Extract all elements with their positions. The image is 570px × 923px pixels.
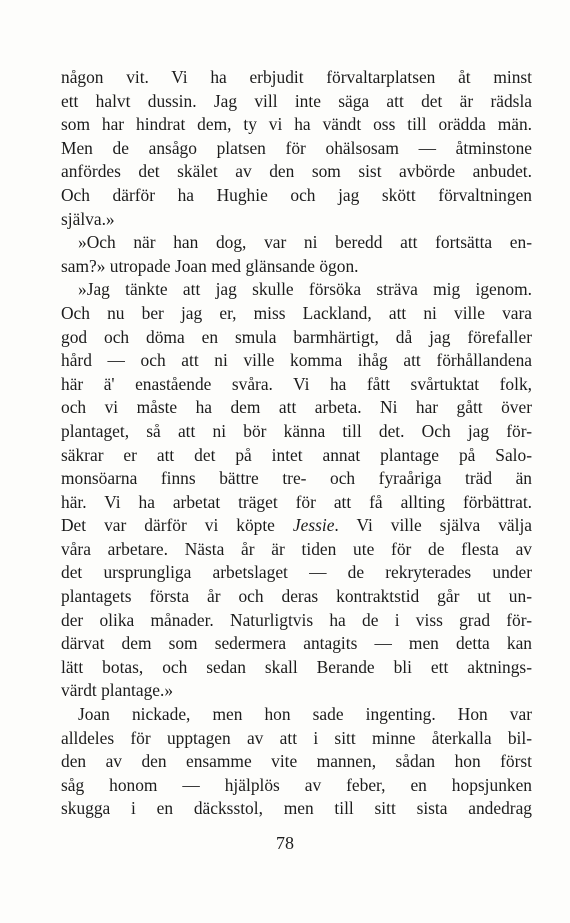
- text-line: Och därför ha Hughie och jag skött förvaltningen: [61, 184, 532, 205]
- text-line: såg honom — hjälplös av feber, en hopsjunken: [61, 774, 532, 795]
- ship-name: Jessie: [292, 515, 335, 536]
- text-line: Det var därför vi köpte Jessie. Vi ville själva välja: [61, 515, 533, 536]
- text-line: »Och när han dog, var ni beredd att fortsätta en-: [78, 232, 532, 253]
- text-line: själva.»: [61, 208, 115, 229]
- text-line: der olika månader. Naturligtvis ha de i viss grad för-: [61, 609, 532, 630]
- text-line: här ä' enastående svåra. Vi ha fått svårtuktat folk,: [61, 373, 532, 394]
- text-line: värdt plantage.»: [61, 680, 174, 701]
- text-line: god och döma en smula barmhärtigt, då jag förefaller: [61, 326, 532, 347]
- text-line: monsöarna finns bättre tre- och fyraåriga träd än: [61, 468, 532, 489]
- text-line: lätt botas, och sedan skall Berande bli ett aktnings-: [61, 656, 532, 677]
- text-line: sam?» utropade Joan med glänsande ögon.: [61, 255, 359, 276]
- text-line: plantaget, så att ni bör känna till det. Och jag för-: [61, 420, 532, 441]
- text-line: och vi måste ha dem att arbeta. Ni har gått över: [61, 397, 532, 418]
- text-line: ett halvt dussin. Jag vill inte säga att det är rädsla: [61, 90, 532, 111]
- text-line: »Jag tänkte att jag skulle försöka sträva mig igenom.: [78, 279, 532, 300]
- text-line: anfördes det skälet av den som sist avbörde anbudet.: [61, 161, 532, 182]
- text-line: Joan nickade, men hon sade ingenting. Hon var: [78, 704, 532, 725]
- text-line: skugga i en däcksstol, men till sitt sista andedrag: [61, 798, 532, 819]
- text-line: säkrar er att det på intet annat plantage på Salo-: [61, 444, 532, 465]
- body-text: [61, 66, 532, 821]
- text-line: det ursprungliga arbetslaget — de rekryterades under: [61, 562, 532, 583]
- text-line: som har hindrat dem, ty vi ha vändt oss till orädda män.: [61, 114, 532, 135]
- text-line: alldeles för upptagen av att i sitt minne återkalla bil-: [61, 727, 532, 748]
- text-line: hård — och att ni ville komma ihåg att förhållandena: [61, 350, 532, 371]
- text-line: Och nu ber jag er, miss Lackland, att ni ville vara: [61, 302, 532, 323]
- text-line: våra arbetare. Nästa år är tiden ute för de flesta av: [61, 538, 532, 559]
- text-line: Men de ansågo platsen för ohälsosam — åtminstone: [61, 137, 532, 158]
- text-line: därvat dem som sedermera antagits — men detta kan: [61, 633, 532, 654]
- page-number: 78: [276, 833, 294, 853]
- text-line: någon vit. Vi ha erbjudit förvaltarplatsen åt minst: [61, 67, 532, 87]
- text-line: den av den ensamme vite mannen, sådan hon först: [61, 751, 532, 772]
- text-line: plantagets första år och deras kontraktstid går ut un-: [61, 586, 532, 607]
- text-line: här. Vi ha arbetat träget för att få allting förbättrat.: [61, 491, 532, 512]
